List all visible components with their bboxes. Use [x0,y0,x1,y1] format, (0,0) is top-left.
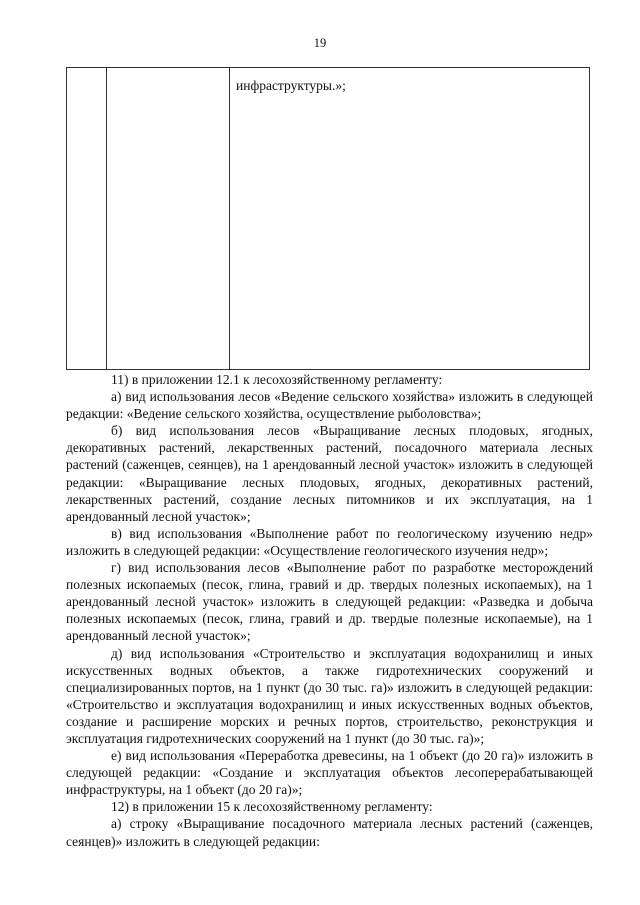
document-table [66,67,590,370]
table-column-content [230,68,589,369]
paragraph-item-11d: д) вид использования «Строительство и эксплуатация водохранилищ и иных искусственных водных объектов, а также гидротехнических сооружений и специализированных портов, на 1 пункт (до 30 тыс. га)» изложить в следующей редакции: «Строительство и эксплуатация водохранилищ и иных искусственных водных объектов, создание и расширение морских и речных портов, строительство, реконструкция и эксплуатация гидротехнических сооружений на 1 пункт (до 30 тыс. га)»; [66,645,593,746]
paragraph-item-11g: г) вид использования лесов «Выполнение работ по разработке месторождений полезных ископаемых (песок, глина, гравий и др. твердых полезных ископаемых), на 1 арендованный лесной участок» изложить в следующей редакции: «Разведка и добыча полезных ископаемых (песок, глина, гравий и др. твердые полезные ископаемые), на 1 арендованный лесной участок»; [66,560,593,644]
table-column-number [67,68,107,369]
paragraph-item-11b: б) вид использования лесов «Выращивание лесных плодовых, ягодных, декоративных растений, лекарственных растений, посадочного материала лесных растений (саженцев, сеянцев), на 1 арендованный лесной участок» изложить в следующей редакции: «Выращивание лесных плодовых, ягодных, декоративных растений, лекарственных растений, создание лесных питомников и их эксплуатация, на 1 арендованный лесной участок»; [66,423,593,524]
table-cell-text: инфраструктуры.»; [236,78,346,93]
paragraph-item-11e: е) вид использования «Переработка древесины, на 1 объект (до 20 га)» изложить в следующей редакции: «Создание и эксплуатация объектов лесоперерабатывающей инфраструктуры, на 1 объект (до 20 га)»; [66,748,593,798]
table-column-name [107,68,230,369]
document-body [66,371,593,850]
paragraph-item-11: 11) в приложении 12.1 к лесохозяйственному регламенту: [111,372,443,387]
paragraph-item-12: 12) в приложении 15 к лесохозяйственному регламенту: [111,799,433,815]
paragraph-item-11a: а) вид использования лесов «Ведение сельского хозяйства» изложить в следующей редакции: «Ведение сельского хозяйства, осуществление рыболовства»; [66,389,593,422]
paragraph-item-12a: а) строку «Выращивание посадочного материала лесных растений (саженцев, сеянцев)» изложить в следующей редакции: [66,816,593,849]
page-number: 19 [313,36,327,50]
paragraph-item-11v: в) вид использования «Выполнение работ по геологическому изучению недр» изложить в следующей редакции: «Осуществление геологического изучения недр»; [66,525,593,558]
